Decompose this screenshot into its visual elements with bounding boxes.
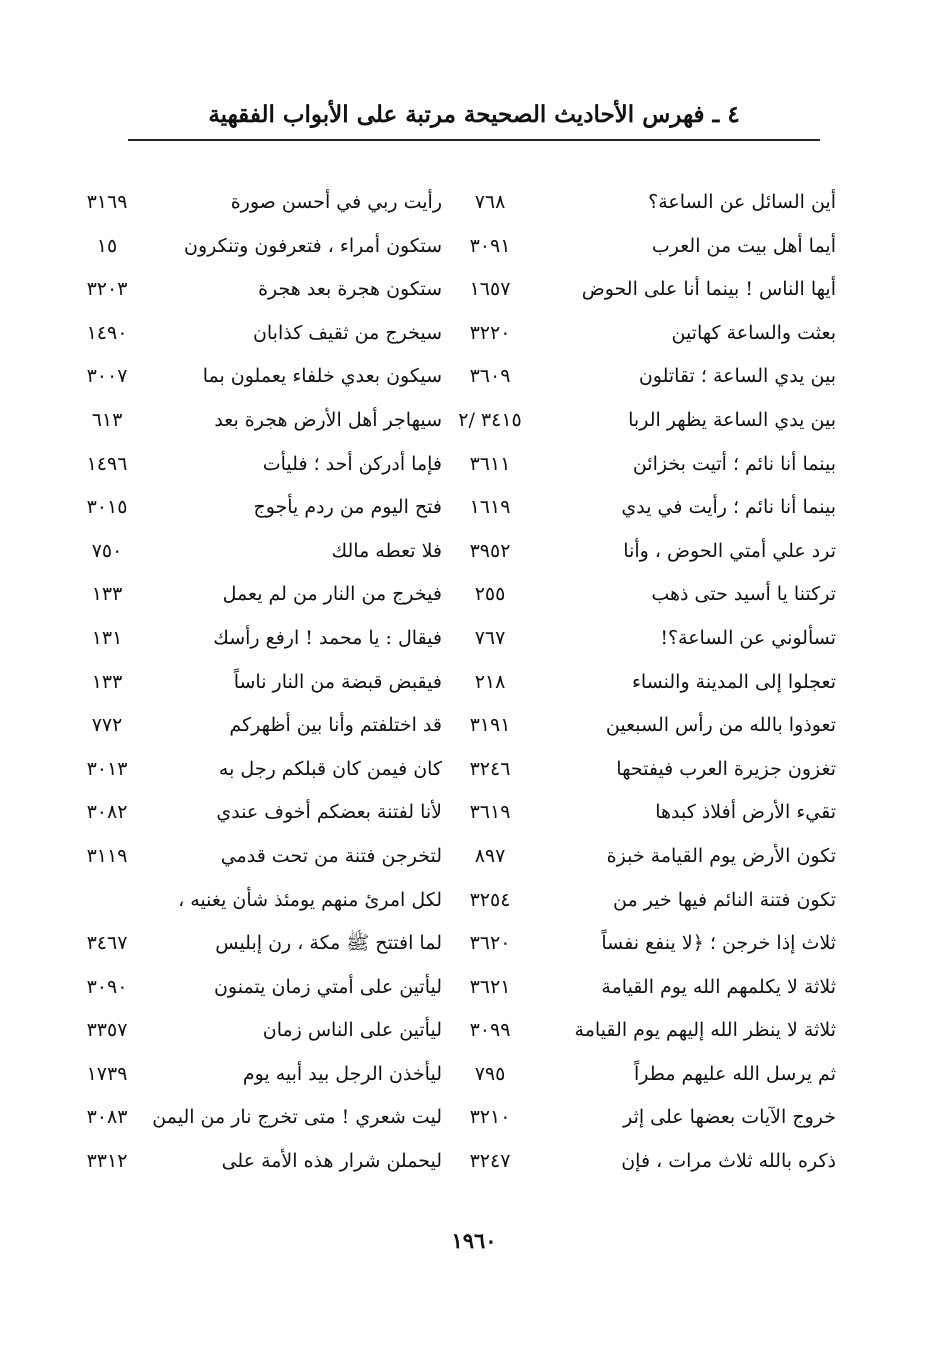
- index-table: [0, 184, 948, 1187]
- hadith-text-right: بعثت والساعة كهاتين: [671, 321, 836, 344]
- hadith-number-left: ٣٢٠٣: [86, 278, 128, 301]
- hadith-text-left: ستكون هجرة بعد هجرة: [258, 278, 442, 301]
- hadith-text-right: ثلاثة لا يكلمهم الله يوم القيامة: [601, 975, 836, 998]
- index-row: [0, 838, 948, 882]
- hadith-text-right: تسألوني عن الساعة؟!: [660, 626, 836, 649]
- hadith-text-left: كان فيمن كان قبلكم رجل به: [218, 757, 442, 780]
- hadith-text-left: قد اختلفتم وأنا بين أظهركم: [229, 714, 442, 737]
- hadith-number-left: ٣٣٥٧: [86, 1019, 128, 1042]
- hadith-text-right: تعوذوا بالله من رأس السبعين: [605, 714, 836, 737]
- hadith-number-left: ٣١٦٩: [86, 191, 128, 213]
- hadith-number-left: ١٣٣: [91, 583, 123, 606]
- hadith-text-left: فتح اليوم من ردم يأجوج: [253, 496, 442, 519]
- hadith-number-right: ٣٦٢٠: [469, 932, 511, 955]
- hadith-number-right: ٣٢٤٧: [469, 1150, 511, 1173]
- hadith-number-left: ٣٣١٢: [86, 1150, 128, 1173]
- hadith-text-left: سيكون بعدي خلفاء يعملون بما: [202, 365, 442, 388]
- hadith-text-left: لما افتتح ﷺ مكة ، رن إبليس: [215, 932, 442, 955]
- hadith-number-left: ٧٥٠: [91, 539, 123, 562]
- index-row: [0, 1143, 948, 1187]
- index-row: [0, 533, 948, 577]
- hadith-number-right: ٣٢٢٠: [469, 321, 511, 344]
- index-row: [0, 925, 948, 969]
- hadith-number-right: ٢١٨: [474, 670, 506, 693]
- hadith-text-right: بين يدي الساعة يظهر الربا: [628, 408, 836, 431]
- index-row: [0, 402, 948, 446]
- hadith-number-right: ٣٢٥٤: [469, 888, 511, 911]
- hadith-number-right: ١٦١٩: [469, 496, 511, 519]
- index-row: [0, 751, 948, 795]
- hadith-text-right: تكون فتنة النائم فيها خير من: [613, 888, 836, 911]
- hadith-text-right: بينما أنا نائم ؛ أتيت بخزائن: [632, 452, 836, 475]
- page-header: ٤ ـ فهرس الأحاديث الصحيحة مرتبة على الأبواب الفقهية: [208, 101, 740, 128]
- hadith-text-right: أين السائل عن الساعة؟: [648, 191, 836, 213]
- hadith-number-right: ٣٦١١: [469, 452, 511, 475]
- hadith-text-right: بينما أنا نائم ؛ رأيت في يدي: [621, 496, 836, 519]
- index-row: [0, 794, 948, 838]
- hadith-text-right: خروج الآيات بعضها على إثر: [623, 1106, 836, 1129]
- hadith-text-left: سيهاجر أهل الأرض هجرة بعد: [214, 408, 442, 431]
- hadith-text-right: ثم يرسل الله عليهم مطراً: [633, 1062, 836, 1085]
- index-row: [0, 969, 948, 1013]
- index-row: [0, 882, 948, 926]
- hadith-text-left: ليأتين على الناس زمان: [262, 1019, 442, 1042]
- index-row: [0, 228, 948, 272]
- index-row: [0, 271, 948, 315]
- header-rule: [128, 139, 820, 141]
- hadith-text-left: ليأتين على أمتي زمان يتمنون: [213, 975, 442, 998]
- hadith-text-right: تقيء الأرض أفلاذ كبدها: [655, 801, 836, 824]
- index-row: [0, 446, 948, 490]
- hadith-number-right: ١٦٥٧: [469, 278, 511, 301]
- hadith-number-right: ٣٠٩١: [469, 234, 511, 257]
- hadith-number-left: ١٤٩٠: [86, 321, 128, 344]
- hadith-number-left: ٣٠٨٣: [86, 1106, 128, 1129]
- hadith-text-right: أيها الناس ! بينما أنا على الحوض: [581, 278, 836, 301]
- hadith-number-left: ٣٤٦٧: [86, 932, 128, 955]
- hadith-text-left: ستكون أمراء ، فتعرفون وتنكرون: [184, 234, 442, 257]
- index-row: [0, 620, 948, 664]
- hadith-text-left: فيخرج من النار من لم يعمل: [222, 583, 442, 606]
- hadith-text-right: تكون الأرض يوم القيامة خبزة: [606, 844, 836, 867]
- index-row: [0, 576, 948, 620]
- index-row: [0, 489, 948, 533]
- hadith-number-right: ٨٩٧: [474, 844, 506, 867]
- hadith-text-right: ترد علي أمتي الحوض ، وأنا: [623, 539, 836, 562]
- hadith-number-right: ٣٦٠٩: [469, 365, 511, 388]
- hadith-number-right: ٣٦١٩: [469, 801, 511, 824]
- hadith-number-right: ٣١٩١: [469, 714, 511, 737]
- hadith-number-left: ١٤٩٦: [86, 452, 128, 475]
- hadith-text-right: بين يدي الساعة ؛ تقاتلون: [638, 365, 836, 388]
- hadith-text-right: ثلاثة لا ينظر الله إليهم يوم القيامة: [574, 1019, 836, 1042]
- hadith-text-left: فيقال : يا محمد ! ارفع رأسك: [213, 626, 442, 649]
- hadith-text-right: أيما أهل بيت من العرب: [651, 234, 836, 257]
- hadith-number-left: ١٣٣: [91, 670, 123, 693]
- hadith-number-left: ٦١٣: [91, 408, 123, 431]
- hadith-text-left: فلا تعطه مالك: [331, 539, 442, 562]
- index-row: [0, 664, 948, 708]
- hadith-number-left: ٣٠٩٠: [86, 975, 128, 998]
- hadith-text-left: ليحملن شرار هذه الأمة على: [221, 1150, 442, 1173]
- hadith-number-left: ١٥: [96, 234, 118, 257]
- index-row: [0, 184, 948, 228]
- index-row: [0, 707, 948, 751]
- hadith-number-right: ٣٠٩٩: [469, 1019, 511, 1042]
- hadith-text-right: تعجلوا إلى المدينة والنساء: [631, 670, 836, 693]
- hadith-number-left: ٣١١٩: [86, 844, 128, 867]
- hadith-number-right: ٣٩٥٢: [469, 539, 511, 562]
- hadith-number-right: ٢٥٥: [474, 583, 506, 606]
- hadith-number-left: ١٣١: [91, 626, 123, 649]
- hadith-text-left: لكل امرئ منهم يومئذ شأن يغنيه ،: [178, 888, 442, 911]
- hadith-text-left: فيقبض قبضة من النار ناساً: [233, 670, 442, 693]
- hadith-text-left: ليت شعري ! متى تخرج نار من اليمن: [152, 1106, 442, 1129]
- index-row: [0, 1099, 948, 1143]
- hadith-number-left: ٣٠١٣: [86, 757, 128, 780]
- hadith-number-right: ٣٢٤٦: [469, 757, 511, 780]
- hadith-text-left: رأيت ربي في أحسن صورة: [230, 191, 442, 213]
- hadith-number-left: ٣٠٠٧: [86, 365, 128, 388]
- index-row: [0, 1012, 948, 1056]
- hadith-number-right: ٧٦٨: [474, 191, 506, 213]
- hadith-text-right: تركتنا يا أسيد حتى ذهب: [651, 583, 836, 606]
- hadith-number-right: ٧٩٥: [474, 1062, 506, 1085]
- hadith-text-right: ذكره بالله ثلاث مرات ، فإن: [621, 1150, 836, 1173]
- hadith-text-right: تغزون جزيرة العرب فيفتحها: [616, 757, 836, 780]
- hadith-text-left: فإما أدركن أحد ؛ فليأت: [262, 452, 442, 475]
- hadith-number-right: ٣٦٢١: [469, 975, 511, 998]
- hadith-text-left: ليأخذن الرجل بيد أبيه يوم: [242, 1062, 442, 1085]
- page-number: ١٩٦٠: [451, 1228, 497, 1253]
- index-row: [0, 315, 948, 359]
- hadith-text-right: ثلاث إذا خرجن ؛ ﴿لا ينفع نفساً: [601, 932, 836, 955]
- hadith-number-right: ٣٢١٠: [469, 1106, 511, 1129]
- hadith-text-left: لتخرجن فتنة من تحت قدمي: [220, 844, 442, 867]
- hadith-number-left: ٣٠١٥: [86, 496, 128, 519]
- hadith-number-left: ٧٧٢: [91, 714, 123, 737]
- hadith-number-right: ٣٤١٥ /٢: [458, 408, 522, 431]
- hadith-number-right: ٧٦٧: [474, 626, 506, 649]
- hadith-text-left: لأنا لفتنة بعضكم أخوف عندي: [216, 801, 442, 824]
- index-row: [0, 358, 948, 402]
- hadith-number-left: ١٧٣٩: [86, 1062, 128, 1085]
- hadith-number-left: ٣٠٨٢: [86, 801, 128, 824]
- index-row: [0, 1056, 948, 1100]
- hadith-text-left: سيخرج من ثقيف كذابان: [252, 321, 442, 344]
